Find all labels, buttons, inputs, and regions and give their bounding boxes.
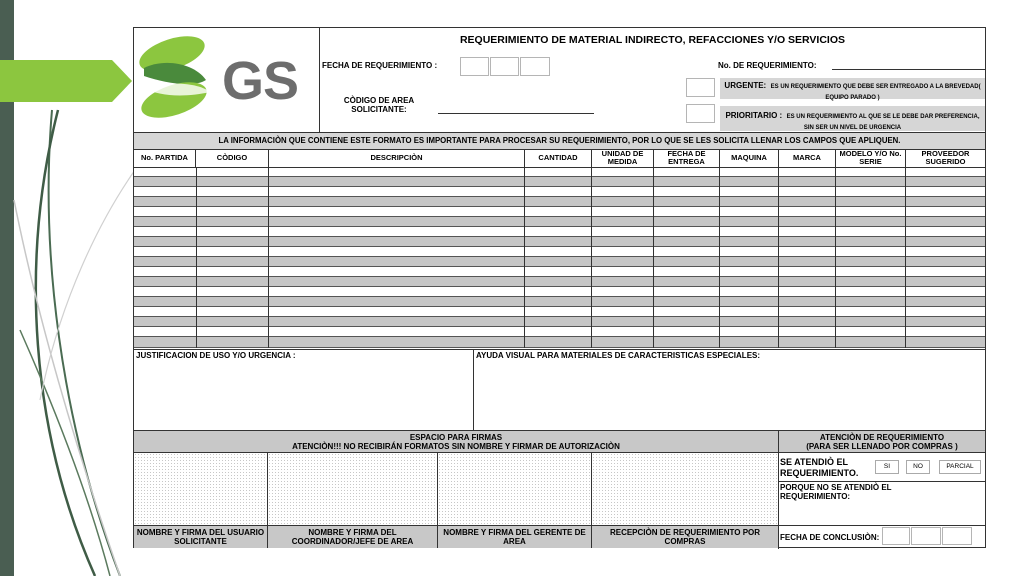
company-logo xyxy=(134,28,320,132)
ayuda-visual-label: AYUDA VISUAL PARA MATERIALES DE CARACTERISTICAS ESPECIALES: xyxy=(476,351,761,360)
signature-box-compras[interactable] xyxy=(592,453,778,525)
urgente-info xyxy=(720,78,985,99)
codigo-area-field[interactable] xyxy=(438,113,594,114)
col-codigo: CÒDIGO xyxy=(196,149,269,167)
justificacion-label: JUSTIFICACION DE USO Y/O URGENCIA : xyxy=(136,351,296,360)
table-row[interactable] xyxy=(134,167,985,177)
firmas-header xyxy=(134,431,778,452)
fecha-year-field[interactable] xyxy=(520,57,550,76)
table-row[interactable] xyxy=(134,207,985,217)
table-row[interactable] xyxy=(134,237,985,247)
table-row[interactable] xyxy=(134,307,985,317)
fecha-conclusion-label: FECHA DE CONCLUSIÒN: xyxy=(780,533,880,542)
fecha-month-field[interactable] xyxy=(490,57,519,76)
justificacion-field[interactable] xyxy=(134,360,473,430)
col-marca: MARCA xyxy=(779,149,836,167)
conclusion-month-field[interactable] xyxy=(911,527,941,545)
prioritario-info xyxy=(720,106,985,131)
codigo-area-label: CÒDIGO DE AREA SOLICITANTE: xyxy=(343,96,415,114)
prioritario-label: PRIORITARIO : xyxy=(725,111,783,120)
no-option[interactable]: NO xyxy=(906,460,930,474)
urgente-label: URGENTE: xyxy=(724,81,767,90)
table-body xyxy=(134,167,985,350)
table-row[interactable] xyxy=(134,337,985,348)
col-fecha-entrega: FECHA DE ENTREGA xyxy=(654,149,720,167)
requisition-form xyxy=(133,27,986,548)
table-row[interactable] xyxy=(134,277,985,287)
sig-label-compras: RECEPCIÒN DE REQUERIMIENTO POR COMPRAS xyxy=(592,526,778,548)
si-option[interactable]: SI xyxy=(875,460,899,474)
urgente-checkbox[interactable] xyxy=(686,78,715,97)
atencion-header xyxy=(779,431,985,452)
signature-box-coordinador[interactable] xyxy=(268,453,438,525)
col-proveedor: PROVEEDOR SUGERIDO xyxy=(921,149,970,166)
col-maquina: MAQUINA xyxy=(720,149,779,167)
conclusion-year-field[interactable] xyxy=(942,527,972,545)
ayuda-visual-field[interactable] xyxy=(474,360,985,430)
signature-box-gerente[interactable] xyxy=(438,453,592,525)
conclusion-day-field[interactable] xyxy=(882,527,910,545)
prioritario-checkbox[interactable] xyxy=(686,104,715,123)
fecha-day-field[interactable] xyxy=(460,57,489,76)
firmas-title: ESPACIO PARA FIRMAS xyxy=(409,433,503,442)
table-row[interactable] xyxy=(134,267,985,277)
signature-box-usuario[interactable] xyxy=(134,453,268,525)
col-unidad-medida: UNIDAD DE MEDIDA xyxy=(592,149,654,167)
sig-label-usuario: NOMBRE Y FIRMA DEL USUARIO SOLICITANTE xyxy=(134,526,268,548)
atencion-title: ATENCIÒN DE REQUERIMIENTO xyxy=(819,433,945,442)
table-row[interactable] xyxy=(134,217,985,227)
logo-text: GS xyxy=(222,51,299,111)
sig-label-gerente: NOMBRE Y FIRMA DEL GERENTE DE AREA xyxy=(438,526,592,548)
sig-label-coordinador: NOMBRE Y FIRMA DEL COORDINADOR/JEFE DE AREA xyxy=(268,526,438,548)
col-descripcion: DESCRIPCIÒN xyxy=(269,149,525,167)
atencion-subtitle: (PARA SER LLENADO POR COMPRAS ) xyxy=(806,442,958,451)
table-row[interactable] xyxy=(134,257,985,267)
table-row[interactable] xyxy=(134,297,985,307)
table-row[interactable] xyxy=(134,177,985,187)
table-row[interactable] xyxy=(134,317,985,327)
prioritario-desc: ES UN REQUERIMIENTO AL QUE SE LE DEBE DAR PREFERENCIA, SIN SER UN NIVEL DE URGENCIA xyxy=(786,114,980,131)
table-row[interactable] xyxy=(134,247,985,257)
table-row[interactable] xyxy=(134,327,985,337)
firmas-warning: ATENCIÒN!!! NO RECIBIRÁN FORMATOS SIN NOMBRE Y FIRMAR DE AUTORIZACIÒN xyxy=(292,442,620,451)
notice-bar: LA INFORMACIÒN QUE CONTIENE ESTE FORMATO ES IMPORTANTE PARA PROCESAR SU REQUERIMIENTO, POR LO QUE SE LES SOLICITA LLENAR LOS CAMPOS QUE APLIQUEN. xyxy=(134,133,985,149)
no-requerimiento-field[interactable] xyxy=(832,69,985,70)
se-atendio-label: SE ATENDIÒ EL REQUERIMIENTO. xyxy=(780,457,859,478)
parcial-option[interactable]: PARCIAL xyxy=(939,460,981,474)
porque-label: PORQUE NO SE ATENDIÒ EL REQUERIMIENTO: xyxy=(780,483,892,501)
form-title: REQUERIMIENTO DE MATERIAL INDIRECTO, REFACCIONES Y/O SERVICIOS xyxy=(459,34,846,46)
table-row[interactable] xyxy=(134,187,985,197)
fecha-requerimiento-label: FECHA DE REQUERIMIENTO : xyxy=(322,61,438,70)
decorative-curves xyxy=(0,0,140,576)
no-requerimiento-label: No. DE REQUERIMIENTO: xyxy=(718,61,817,70)
table-row[interactable] xyxy=(134,227,985,237)
table-row[interactable] xyxy=(134,197,985,207)
porque-field[interactable] xyxy=(779,503,985,525)
col-no-partida: No. PARTIDA xyxy=(134,149,196,167)
table-row[interactable] xyxy=(134,287,985,297)
col-modelo-serie: MODELO Y/O No. SERIE xyxy=(836,149,906,167)
urgente-desc: ES UN REQUERIMIENTO QUE DEBE SER ENTREGADO A LA BREVEDAD( EQUIPO PARADO ) xyxy=(770,84,981,101)
col-cantidad: CANTIDAD xyxy=(525,149,592,167)
